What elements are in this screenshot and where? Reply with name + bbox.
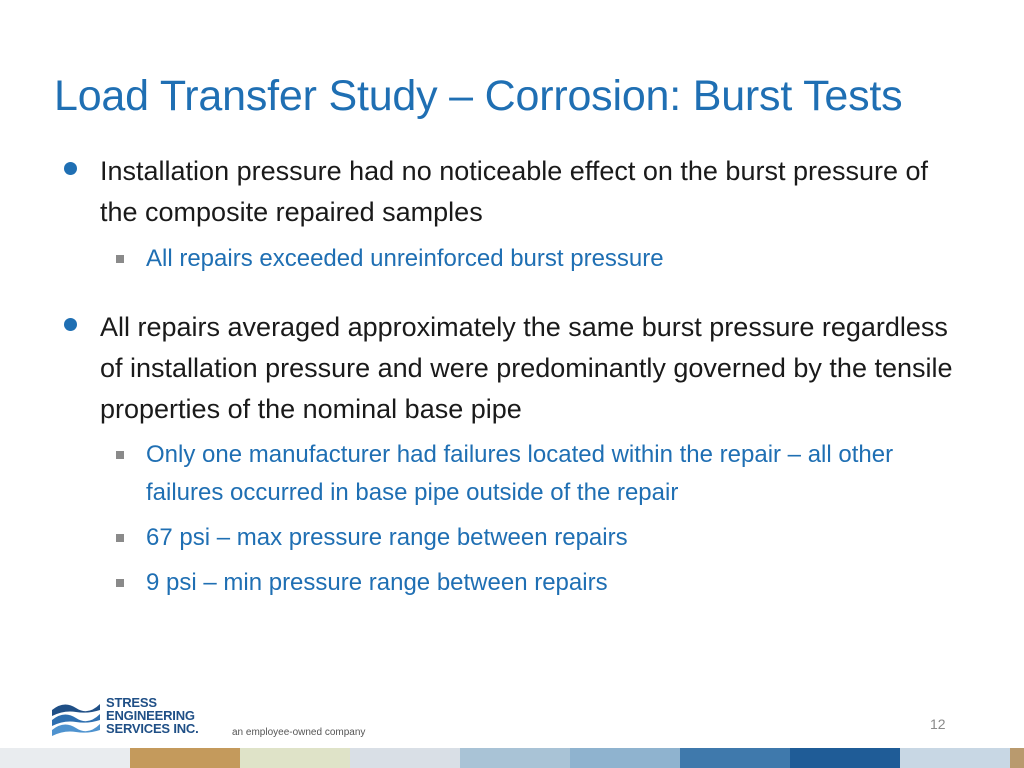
bullet-item xyxy=(100,307,960,430)
stripe-segment xyxy=(900,748,1010,768)
stripe-segment xyxy=(130,748,240,768)
logo-line: STRESS xyxy=(106,695,157,710)
bullet-dot-icon xyxy=(64,318,77,331)
sub-bullet-item xyxy=(146,519,966,557)
company-logo xyxy=(50,696,230,740)
logo-wordmark xyxy=(106,696,199,735)
bullet-text: All repairs averaged approximately the same burst pressure regardless of installation pressure and were predominantly governed by the tensile properties of the nominal base pipe xyxy=(100,312,953,424)
logo-line: ENGINEERING xyxy=(106,708,195,723)
decorative-color-stripe xyxy=(0,748,1024,768)
stripe-segment xyxy=(0,748,130,768)
stress-engineering-logo-icon xyxy=(50,696,102,738)
sub-bullet-text: 9 psi – min pressure range between repairs xyxy=(146,569,608,596)
stripe-segment xyxy=(790,748,900,768)
sub-bullet-item xyxy=(146,240,966,278)
page-number: 12 xyxy=(930,716,946,732)
sub-bullet-square-icon xyxy=(116,451,124,459)
sub-bullet-item xyxy=(146,436,966,512)
sub-bullet-square-icon xyxy=(116,534,124,542)
sub-bullet-square-icon xyxy=(116,579,124,587)
stripe-segment xyxy=(240,748,350,768)
sub-bullet-text: All repairs exceeded unreinforced burst pressure xyxy=(146,245,664,272)
bullet-item xyxy=(100,151,960,233)
stripe-segment xyxy=(1010,748,1024,768)
stripe-segment xyxy=(460,748,570,768)
bullet-text: Installation pressure had no noticeable effect on the burst pressure of the composite repaired samples xyxy=(100,156,929,227)
logo-line: SERVICES INC. xyxy=(106,721,199,736)
slide-title: Load Transfer Study – Corrosion: Burst Tests xyxy=(54,72,903,120)
sub-bullet-text: Only one manufacturer had failures located within the repair – all other failures occurred in base pipe outside of the repair xyxy=(146,441,894,506)
sub-bullet-item xyxy=(146,564,966,602)
stripe-segment xyxy=(680,748,790,768)
stripe-segment xyxy=(570,748,680,768)
stripe-segment xyxy=(350,748,460,768)
company-tagline: an employee-owned company xyxy=(232,727,366,738)
bullet-dot-icon xyxy=(64,162,77,175)
sub-bullet-text: 67 psi – max pressure range between repairs xyxy=(146,524,628,551)
sub-bullet-square-icon xyxy=(116,255,124,263)
